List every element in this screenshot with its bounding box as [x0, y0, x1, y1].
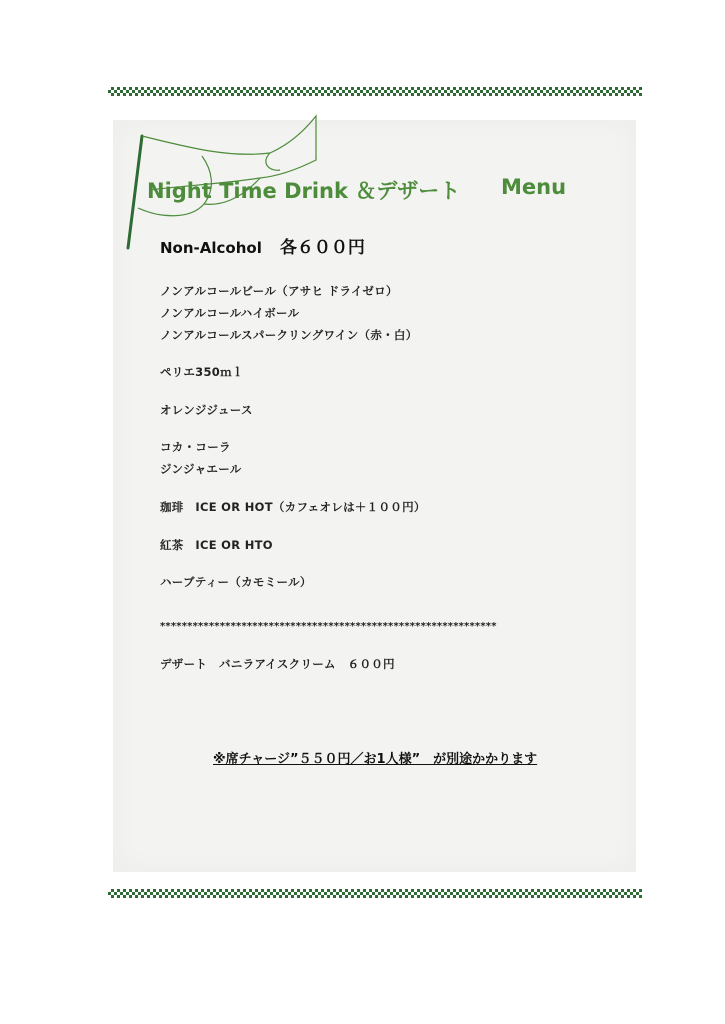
menu-item: ノンアルコールスパークリングワイン（赤・白） — [160, 328, 418, 342]
menu-item: コカ・コーラ — [160, 440, 231, 454]
checkered-border-bottom — [108, 889, 642, 898]
menu-item: ノンアルコールハイボール — [160, 306, 300, 320]
menu-item: 紅茶 ICE OR HTO — [160, 538, 273, 552]
menu-item: ハーブティー（カモミール） — [160, 575, 312, 589]
menu-item: オレンジジュース — [160, 403, 253, 417]
menu-title — [147, 175, 627, 209]
seat-charge-note: ※席チャージ”５５０円／お1人様” が別途かかります — [213, 752, 538, 767]
section-label: Non-Alcohol — [160, 239, 262, 257]
menu-item: 珈琲 ICE OR HOT（カフェオレは＋１００円） — [160, 500, 426, 514]
dessert-item: デザート バニラアイスクリーム ６００円 — [160, 657, 395, 671]
section-heading — [160, 233, 365, 258]
checkered-border-top — [108, 87, 642, 96]
menu-item: ジンジャエール — [160, 462, 242, 476]
menu-item: ペリエ350ｍｌ — [160, 365, 244, 379]
title-menu-word: Menu — [501, 175, 567, 199]
title-main: Night Time Drink ＆デザート — [147, 179, 461, 203]
divider-stars: ************************************************************** — [160, 621, 497, 632]
section-price: 各６００円 — [279, 238, 365, 258]
menu-item: ノンアルコールビール（アサヒ ドライゼロ） — [160, 284, 398, 298]
